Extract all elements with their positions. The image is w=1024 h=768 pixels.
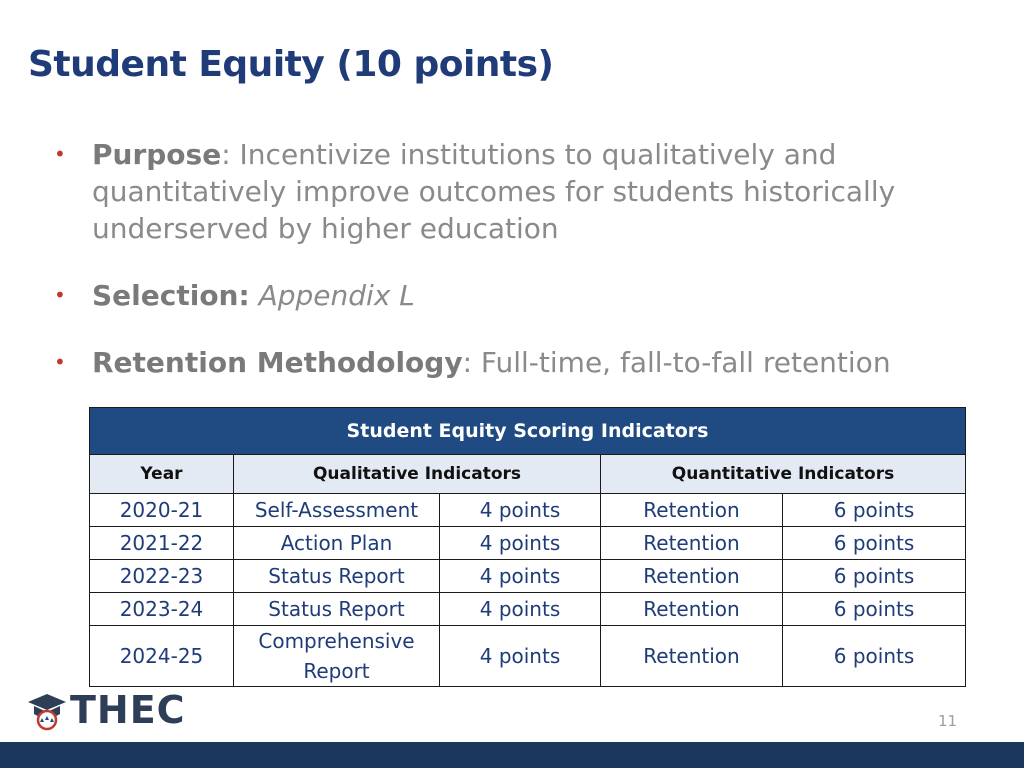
col-header-qualitative: Qualitative Indicators: [234, 455, 601, 494]
cell-year: 2021-22: [90, 527, 234, 560]
cell-qual-points: 4 points: [440, 626, 601, 687]
col-header-quantitative: Quantitative Indicators: [601, 455, 966, 494]
table-row: [90, 626, 966, 687]
bullet-text: Full-time, fall-to-fall retention: [480, 346, 891, 379]
cell-qual-indicator: Status Report: [234, 560, 440, 593]
cell-quant-points: 6 points: [783, 560, 966, 593]
cell-year: 2020-21: [90, 494, 234, 527]
col-header-year: Year: [90, 455, 234, 494]
footer-bar: [0, 742, 1024, 768]
bullet-sep: :: [462, 346, 481, 379]
table-caption: Student Equity Scoring Indicators: [90, 408, 966, 455]
cell-quant-points: 6 points: [783, 626, 966, 687]
cell-year: 2022-23: [90, 560, 234, 593]
table-row: [90, 494, 966, 527]
cell-quant-indicator: Retention: [601, 494, 783, 527]
cell-qual-indicator: Self-Assessment: [234, 494, 440, 527]
graduation-cap-star-icon: [26, 690, 68, 732]
bullet-label: Retention Methodology: [92, 346, 463, 379]
cell-year: 2024-25: [90, 626, 234, 687]
bullet-text: Incentivize institutions to qualitatively and quantitatively improve outcomes for students historically underserved by higher education: [92, 138, 896, 245]
page-number: 11: [938, 712, 958, 730]
bullet-list: [50, 136, 950, 381]
cell-qual-indicator: Action Plan: [234, 527, 440, 560]
cell-quant-indicator: Retention: [601, 626, 783, 687]
logo-text: THEC: [70, 688, 186, 732]
bullet-purpose: [50, 136, 950, 247]
thec-logo: [26, 690, 206, 732]
bullet-label: Purpose: [92, 138, 222, 171]
bullet-dot-icon: •: [54, 142, 66, 166]
table-row: [90, 593, 966, 626]
cell-qual-points: 4 points: [440, 560, 601, 593]
bullet-sep: [250, 279, 259, 312]
bullet-dot-icon: •: [54, 283, 66, 307]
cell-quant-indicator: Retention: [601, 527, 783, 560]
bullet-text: Appendix L: [258, 279, 415, 312]
scoring-table: [89, 407, 966, 687]
bullet-dot-icon: •: [54, 350, 66, 374]
slide-title: Student Equity (10 points): [28, 44, 554, 85]
cell-quant-points: 6 points: [783, 527, 966, 560]
cell-quant-points: 6 points: [783, 593, 966, 626]
cell-quant-points: 6 points: [783, 494, 966, 527]
cell-year: 2023-24: [90, 593, 234, 626]
table-row: [90, 527, 966, 560]
cell-quant-indicator: Retention: [601, 593, 783, 626]
bullet-sep: :: [221, 138, 240, 171]
cell-qual-points: 4 points: [440, 593, 601, 626]
cell-qual-indicator: Comprehensive Report: [234, 626, 440, 687]
table-row: [90, 560, 966, 593]
cell-quant-indicator: Retention: [601, 560, 783, 593]
bullet-retention: [50, 344, 950, 381]
bullet-label: Selection:: [92, 279, 250, 312]
cell-qual-points: 4 points: [440, 494, 601, 527]
cell-qual-points: 4 points: [440, 527, 601, 560]
bullet-selection: [50, 277, 950, 314]
cell-qual-indicator: Status Report: [234, 593, 440, 626]
